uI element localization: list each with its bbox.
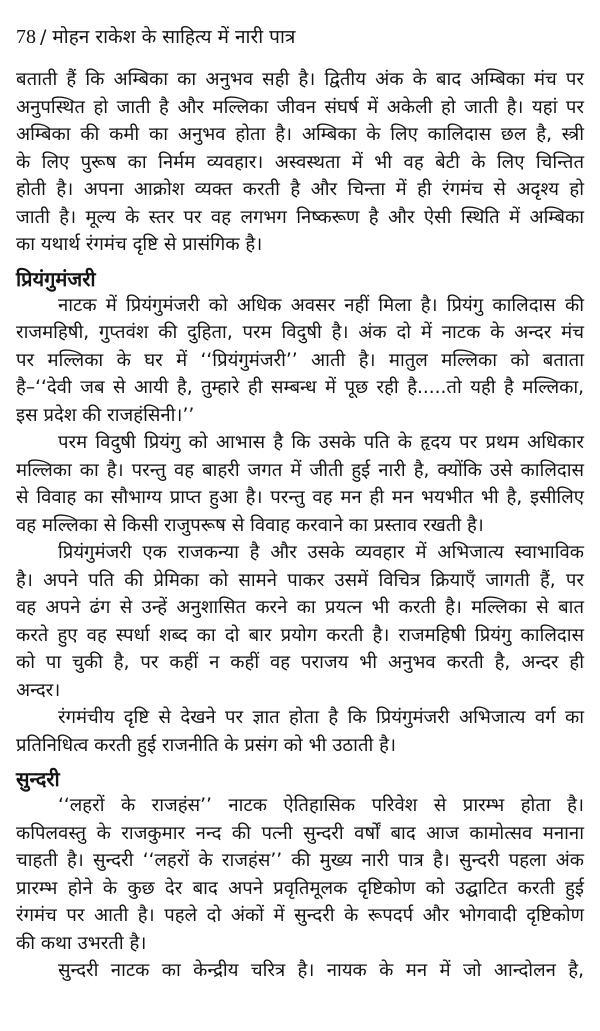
text-line: प्रतिनिधित्व करती हुई राजनीति के प्रसंग को भी उठाती है। [16, 734, 397, 756]
text-line: है–‘‘देवी जब से आयी है, तुम्हारे ही सम्बन्ध में पूछ रही है.....तो यही है मल्लिका, [16, 377, 584, 398]
text-line: रंगमंचीय दृष्टि से देखने पर ज्ञात होता है कि प्रियंगुमंजरी अभिजात्य वर्ग का [58, 707, 584, 728]
paragraph [16, 792, 584, 957]
text-line: की कथा उभरती है। [16, 932, 147, 954]
text-line: सुन्दरी नाटक का केन्द्रीय चरित्र है। नायक के मन में जो आन्दोलन है, [58, 960, 584, 981]
text-line: करते हुए वह स्पर्धा शब्द का दो बार प्रयोग करती है। राजमहिषी प्रियंगु कालिदास [16, 624, 584, 646]
text-line: प्रारम्भ होने के कुछ देर बाद अपने प्रवृतिमूलक दृष्टिकोण को उद्घाटित करती हुई [16, 877, 584, 899]
text-line: कपिलवस्तु के राजकुमार नन्द की पत्नी सुन्दरी वर्षों बाद आज कामोत्सव मनाना [16, 822, 584, 844]
section-heading: सुन्दरी [16, 767, 60, 791]
text-line: चाहती है। सुन्दरी ‘‘लहरों के राजहंस’’ की मुख्य नारी पात्र है। सुन्दरी पहला अंक [16, 850, 584, 871]
page-body [16, 66, 584, 985]
text-line: जाती है। मूल्य के स्तर पर वह लगभग निष्करूण है और ऐसी स्थिति में अम्बिका [16, 206, 584, 228]
text-line: से विवाह का सौभाग्य प्राप्त हुआ है। परन्तु वह मन ही मन भयभीत भी है, इसीलिए [16, 487, 584, 508]
paragraph [16, 66, 584, 259]
text-line: के लिए पुरूष का निर्मम व्यवहार। अस्वस्थता में भी वह बेटी के लिए चिन्तित [16, 151, 584, 173]
paragraph [16, 429, 584, 539]
text-line: वह मल्लिका से किसी राजुपरूष से विवाह करवाने का प्रस्ताव रखती है। [16, 514, 484, 536]
text-line: का यथार्थ रंगमंच दृष्टि से प्रासंगिक है। [16, 234, 263, 255]
text-line: राजमहिषी, गुप्तवंश की दुहिता, परम विदुषी है। अंक दो में नाटक के अन्दर मंच [16, 322, 584, 343]
book-title: मोहन राकेश के साहित्य में नारी पात्र [52, 26, 296, 48]
section-heading: प्रियंगुमंजरी [16, 266, 96, 291]
section [16, 763, 584, 985]
text-line: नाटक में प्रियंगुमंजरी को अधिक अवसर नहीं मिला है। प्रियंगु कालिदास की [58, 294, 584, 316]
text-line: परम विदुषी प्रियंगु को आभास है कि उसके पति के हृदय पर प्रथम अधिकार [58, 432, 584, 453]
page-number: 78 [16, 26, 36, 48]
text-line: वह अपने ढंग से उन्हें अनुशासित करने का प्रयत्न भी करती है। मल्लिका से बात [16, 597, 584, 618]
text-line: होती है। अपना आक्रोश व्यक्त करती है और चिन्ता में ही रंगमंच से अदृश्य हो [16, 179, 584, 200]
text-line: रंगमंच पर आती है। पहले दो अंकों में सुन्दरी के रूपदर्प और भोगवादी दृष्टिकोण [16, 905, 584, 926]
paragraph [16, 957, 584, 985]
text-line: अम्बिका की कमी का अनुभव होता है। अम्बिका के लिए कालिदास छल है, स्त्री [16, 124, 584, 145]
header-separator: / [40, 26, 47, 48]
text-line: अनुपस्थित हो जाती है और मल्लिका जीवन संघर्ष में अकेली हो जाती है। यहां पर [16, 96, 584, 118]
text-line: ‘‘लहरों के राजहंस’’ नाटक ऐतिहासिक परिवेश से प्रारम्भ होता है। [58, 795, 584, 816]
section [16, 263, 584, 760]
paragraph [16, 292, 584, 430]
text-line: पर मल्लिका के घर में ‘‘प्रियंगुमंजरी’’ आती है। मातुल मल्लिका को बताता [16, 349, 584, 371]
text-line: है। अपने पति की प्रेमिका को सामने पाकर उसमें विचित्र क्रियाएँ जागती हैं, पर [16, 569, 584, 591]
text-line: अन्दर। [16, 679, 61, 701]
text-line: को पा चुकी है, पर कहीं न कहीं वह पराजय भी अनुभव करती है, अन्दर ही [16, 652, 584, 673]
text-line: मल्लिका का है। परन्तु वह बाहरी जगत में जीती हुई नारी है, क्योंकि उसे कालिदास [16, 459, 584, 481]
text-line: प्रियंगुमंजरी एक राजकन्या है और उसके व्यवहार में अभिजात्य स्वाभाविक [58, 542, 584, 563]
paragraph [16, 539, 584, 704]
text-line: इस प्रदेश की राजहंसिनी।’’ [16, 404, 195, 426]
paragraph [16, 704, 584, 759]
text-line: बताती हैं कि अम्बिका का अनुभव सही है। द्वितीय अंक के बाद अम्बिका मंच पर [16, 69, 584, 90]
running-header [16, 23, 295, 51]
section [16, 66, 584, 259]
